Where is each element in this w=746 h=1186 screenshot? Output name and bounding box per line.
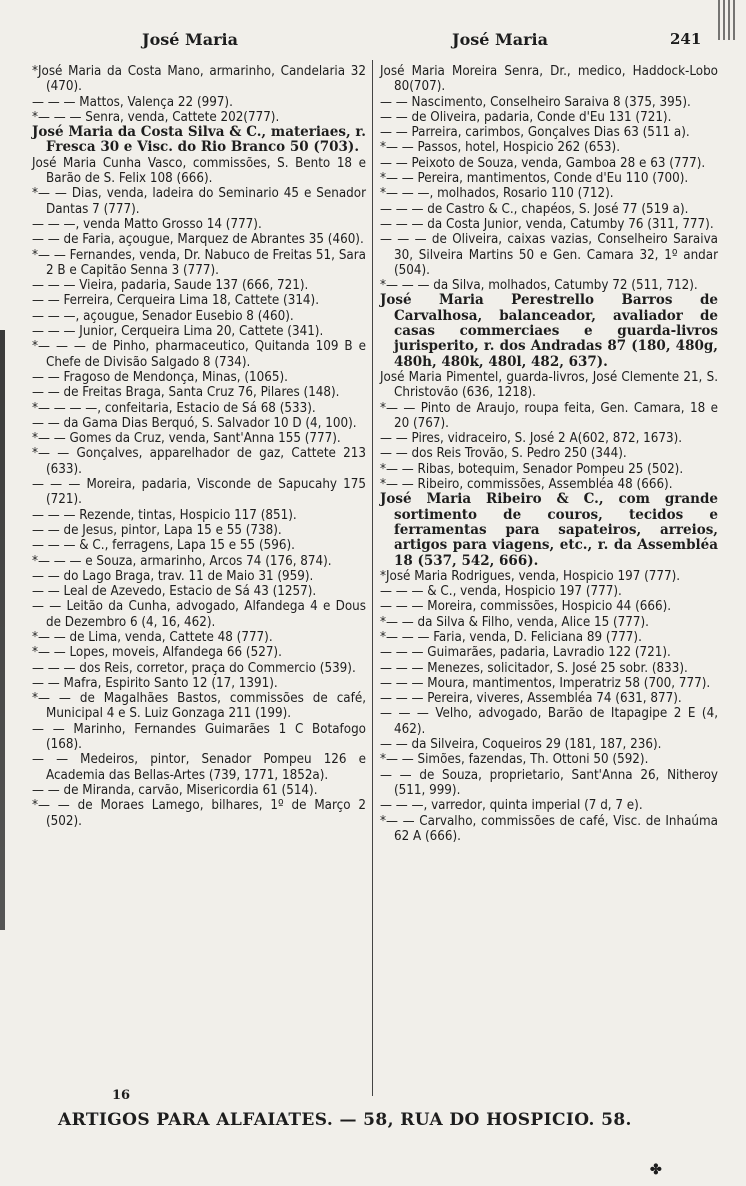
directory-entry: — — do Lago Braga, trav. 11 de Maio 31 (959). <box>32 568 314 584</box>
directory-entry: *— — Pinto de Araujo, roupa feita, Gen. Camara, 18 e 20 (767). <box>380 400 718 431</box>
directory-entry: *— — Ribas, botequim, Senador Pompeu 25 (502). <box>380 461 684 477</box>
directory-entry: — — Peixoto de Souza, venda, Gamboa 28 e 63 (777). <box>380 155 706 171</box>
directory-entry: José Maria Cunha Vasco, commissões, S. Bento 18 e Barão de S. Felix 108 (666). <box>32 155 366 187</box>
directory-entry: — — de Souza, proprietario, Sant'Anna 26, Nitheroy (511, 999). <box>380 767 718 798</box>
directory-entry: *— — —, molhados, Rosario 110 (712). <box>380 186 614 202</box>
directory-entry: José Maria Ribeiro & C., com grande sortimento de couros, tecidos e ferramentas para sapateiros, arreios, artigos para viagens, etc., r. da Assembléa 18 (537, 542, 666). <box>380 491 718 569</box>
directory-entry: *— — Pereira, mantimentos, Conde d'Eu 110 (700). <box>380 171 689 187</box>
ink-mark <box>718 0 736 40</box>
directory-entry: — — Medeiros, pintor, Senador Pompeu 126 e Academia das Bellas-Artes (739, 1771, 1852a). <box>32 752 366 783</box>
footer-advertisement: ARTIGOS PARA ALFAIATES. — 58, RUA DO HOSPICIO. 58. <box>58 1110 632 1130</box>
directory-entry: — — — Vieira, padaria, Saude 137 (666, 721). <box>32 278 309 294</box>
directory-entry: — — Marinho, Fernandes Guimarães 1 C Botafogo (168). <box>32 721 366 753</box>
running-head-right: José Maria <box>452 30 548 49</box>
directory-entry: — — da Silveira, Coqueiros 29 (181, 187, 236). <box>380 737 662 753</box>
directory-entry: *— — — Senra, venda, Cattete 202(777). <box>32 109 280 125</box>
directory-entry: *— — Passos, hotel, Hospicio 262 (653). <box>380 140 621 156</box>
running-head-left: José Maria <box>142 30 238 49</box>
directory-entry: *— — da Silva & Filho, venda, Alice 15 (777). <box>380 614 649 630</box>
column-divider <box>372 60 373 1096</box>
directory-entry: *José Maria Rodrigues, venda, Hospicio 197 (777). <box>380 568 681 584</box>
directory-entry: — — Ferreira, Cerqueira Lima 18, Cattete (314). <box>32 293 320 309</box>
directory-entry: *— — Ribeiro, commissões, Assembléa 48 (666). <box>380 477 673 493</box>
directory-entry: — — — & C., ferragens, Lapa 15 e 55 (596). <box>32 538 295 554</box>
directory-entry: — — de Miranda, carvão, Misericordia 61 (514). <box>32 782 318 798</box>
directory-entry: — — dos Reis Trovão, S. Pedro 250 (344). <box>380 446 627 462</box>
directory-entry: — — — Velho, advogado, Barão de Itapagipe 2 E (4, 462). <box>380 706 718 737</box>
directory-entry: *— — Dias, venda, ladeira do Seminario 45 e Senador Dantas 7 (777). <box>32 186 366 217</box>
directory-entry: — — Nascimento, Conselheiro Saraiva 8 (375, 395). <box>380 94 691 110</box>
directory-entry: — — —, varredor, quinta imperial (7 d, 7 e). <box>380 798 643 814</box>
directory-entry: — — — da Costa Junior, venda, Catumby 76 (311, 777). <box>380 216 714 232</box>
directory-entry: — — Leitão da Cunha, advogado, Alfandega 4 e Dous de Dezembro 6 (4, 16, 462). <box>32 599 366 630</box>
directory-entry: — — — Moura, mantimentos, Imperatriz 58 (700, 777). <box>380 675 711 691</box>
directory-entry: *— — — e Souza, armarinho, Arcos 74 (176, 874). <box>32 553 332 569</box>
directory-entry: José Maria Pimentel, guarda-livros, José Clemente 21, S. Christovão (636, 1218). <box>380 369 718 401</box>
left-column <box>32 64 366 829</box>
directory-entry: *— — Fernandes, venda, Dr. Nabuco de Freitas 51, Sara 2 B e Capitão Senna 3 (777). <box>32 247 366 278</box>
signature-mark: 16 <box>112 1088 131 1103</box>
directory-entry: — — de Oliveira, padaria, Conde d'Eu 131 (721). <box>380 109 672 125</box>
directory-entry: — — — Moreira, commissões, Hospicio 44 (666). <box>380 599 672 615</box>
directory-entry: — — — Pereira, viveres, Assembléa 74 (631, 877). <box>380 691 682 707</box>
directory-entry: *— — Simões, fazendas, Th. Ottoni 50 (592). <box>380 752 649 768</box>
directory-entry: *— — Gonçalves, apparelhador de gaz, Cattete 213 (633). <box>32 446 366 477</box>
directory-entry: — — da Gama Dias Berquó, S. Salvador 10 D (4, 100). <box>32 415 357 431</box>
directory-entry: — — Fragoso de Mendonça, Minas, (1065). <box>32 369 288 385</box>
directory-entry: — — de Freitas Braga, Santa Cruz 76, Pilares (148). <box>32 385 340 401</box>
directory-entry: José Maria Moreira Senra, Dr., medico, Haddock-Lobo 80(707). <box>380 64 718 95</box>
page-number: 241 <box>670 30 702 48</box>
directory-entry: *— — Lopes, moveis, Alfandega 66 (527). <box>32 645 282 661</box>
directory-entry: — — Pires, vidraceiro, S. José 2 A(602, 872, 1673). <box>380 431 683 447</box>
directory-entry: — — Parreira, carimbos, Gonçalves Dias 63 (511 a). <box>380 125 690 141</box>
directory-entry: — — — de Oliveira, caixas vazias, Conselheiro Saraiva 30, Silveira Martins 50 e Gen. Camara 32, 1º andar (504). <box>380 232 718 278</box>
directory-entry: — — — Menezes, solicitador, S. José 25 sobr. (833). <box>380 660 688 676</box>
directory-entry: — — de Faria, açougue, Marquez de Abrantes 35 (460). <box>32 232 364 248</box>
directory-entry: *José Maria da Costa Mano, armarinho, Candelaria 32 (470). <box>32 64 366 95</box>
directory-entry: *— — de Moraes Lamego, bilhares, 1º de Março 2 (502). <box>32 798 366 829</box>
directory-entry: José Maria da Costa Silva & C., materiaes, r. Fresca 30 e Visc. do Rio Branco 50 (703). <box>32 124 366 156</box>
directory-entry: — — —, açougue, Senador Eusebio 8 (460). <box>32 308 294 324</box>
directory-entry: *— — — da Silva, molhados, Catumby 72 (511, 712). <box>380 278 698 294</box>
directory-entry: *— — — Faria, venda, D. Feliciana 89 (777). <box>380 629 642 645</box>
directory-entry: *— — — —, confeitaria, Estacio de Sá 68 (533). <box>32 400 316 416</box>
directory-entry: — — — & C., venda, Hospicio 197 (777). <box>380 584 622 600</box>
directory-entry: — — de Jesus, pintor, Lapa 15 e 55 (738). <box>32 522 282 538</box>
directory-entry: *— — — de Pinho, pharmaceutico, Quitanda 109 B e Chefe de Divisão Salgado 8 (734). <box>32 339 366 370</box>
binding-edge <box>0 330 5 930</box>
right-column <box>380 64 718 844</box>
directory-entry: — — — Mattos, Valença 22 (997). <box>32 94 233 110</box>
directory-entry: *— — Gomes da Cruz, venda, Sant'Anna 155 (777). <box>32 431 341 447</box>
directory-entry: — — —, venda Matto Grosso 14 (777). <box>32 216 262 232</box>
directory-entry: — — Leal de Azevedo, Estacio de Sá 43 (1257). <box>32 584 317 600</box>
directory-entry: *— — Carvalho, commissões de café, Visc. de Inhaúma 62 A (666). <box>380 813 718 844</box>
directory-entry: — — Mafra, Espirito Santo 12 (17, 1391). <box>32 675 278 691</box>
directory-entry: *— — de Lima, venda, Cattete 48 (777). <box>32 629 273 645</box>
directory-entry: — — — dos Reis, corretor, praça do Commercio (539). <box>32 660 356 676</box>
directory-entry: José Maria Perestrello Barros de Carvalhosa, balanceador, avaliador de casas commerciaes e guarda-livros jurisperito, r. dos Andradas 87 (180, 480g, 480h, 480k, 480l, 482, 637). <box>380 292 718 370</box>
directory-entry: — — — Rezende, tintas, Hospicio 117 (851). <box>32 507 297 523</box>
page-header <box>30 30 710 56</box>
directory-entry: *— — de Magalhães Bastos, commissões de café, Municipal 4 e S. Luiz Gonzaga 211 (199). <box>32 691 366 722</box>
directory-entry: — — — Guimarães, padaria, Lavradio 122 (721). <box>380 645 671 661</box>
directory-entry: — — — Moreira, padaria, Visconde de Sapucahy 175 (721). <box>32 477 366 508</box>
directory-entry: — — — de Castro & C., chapéos, S. José 77 (519 a). <box>380 201 689 217</box>
ink-blot: ✤ <box>650 1162 662 1178</box>
directory-entry: — — — Junior, Cerqueira Lima 20, Cattete (341). <box>32 324 324 340</box>
